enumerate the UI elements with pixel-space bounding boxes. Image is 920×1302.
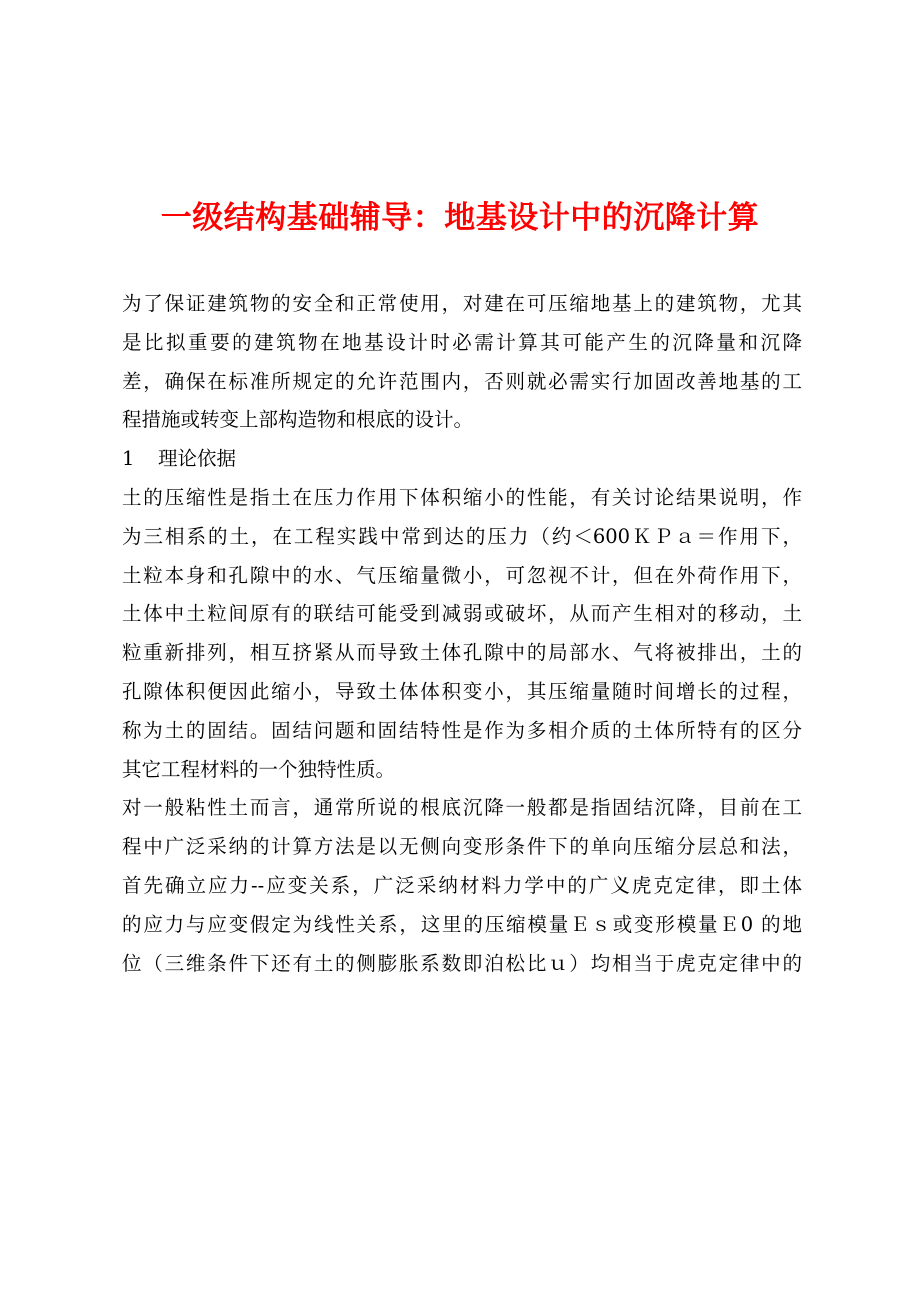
compressibility-paragraph: [122, 479, 802, 789]
paragraph-line: 的应力与应变假定为线性关系，这里的压缩模量Ｅｓ或变形模量Ｅ0 的地: [122, 912, 802, 936]
paragraph-line: 土的压缩性是指土在压力作用下体积缩小的性能，有关讨论结果说明，作: [122, 485, 802, 509]
intro-line: 程措施或转变上部构造物和根底的设计。: [122, 408, 474, 432]
section-title: 理论依据: [158, 447, 237, 471]
document-title: 一级结构基础辅导：地基设计中的沉降计算: [160, 200, 760, 236]
paragraph-line: 对一般粘性土而言，通常所说的根底沉降一般都是指固结沉降，目前在工: [122, 796, 802, 820]
intro-paragraph: [122, 285, 802, 440]
paragraph-line: 孔隙体积便因此缩小，导致土体体积变小，其压缩量随时间增长的过程，: [122, 679, 802, 703]
paragraph-line: 为三相系的土，在工程实践中常到达的压力（约＜600ＫＰａ＝作用下，: [122, 524, 802, 548]
paragraph-line: 位（三维条件下还有土的侧膨胀系数即泊松比ｕ）均相当于虎克定律中的: [122, 951, 802, 975]
intro-line: 差，确保在标准所规定的允许范围内，否则就必需实行加固改善地基的工: [122, 369, 802, 393]
paragraph-line: 土体中土粒间原有的联结可能受到减弱或破坏，从而产生相对的移动，土: [122, 602, 802, 626]
paragraph-line: 粒重新排列，相互挤紧从而导致土体孔隙中的局部水、气将被排出，土的: [122, 641, 802, 665]
section-number: 1: [122, 447, 135, 471]
intro-line: 是比拟重要的建筑物在地基设计时必需计算其可能产生的沉降量和沉降: [122, 330, 802, 354]
document-body: [122, 285, 802, 983]
paragraph-line: 其它工程材料的一个独特性质。: [122, 757, 396, 781]
paragraph-line: 程中广泛采纳的计算方法是以无侧向变形条件下的单向压缩分层总和法，: [122, 835, 802, 859]
paragraph-line: 土粒本身和孔隙中的水、气压缩量微小，可忽视不计，但在外荷作用下，: [122, 563, 802, 587]
paragraph-line: 称为土的固结。固结问题和固结特性是作为多相介质的土体所特有的区分: [122, 718, 802, 742]
intro-line: 为了保证建筑物的安全和正常使用，对建在可压缩地基上的建筑物，尤其: [122, 292, 802, 315]
paragraph-line: 首先确立应力--应变关系，广泛采纳材料力学中的广义虎克定律，即土体: [122, 873, 802, 897]
settlement-paragraph: [122, 789, 802, 983]
section-heading: [122, 440, 802, 479]
